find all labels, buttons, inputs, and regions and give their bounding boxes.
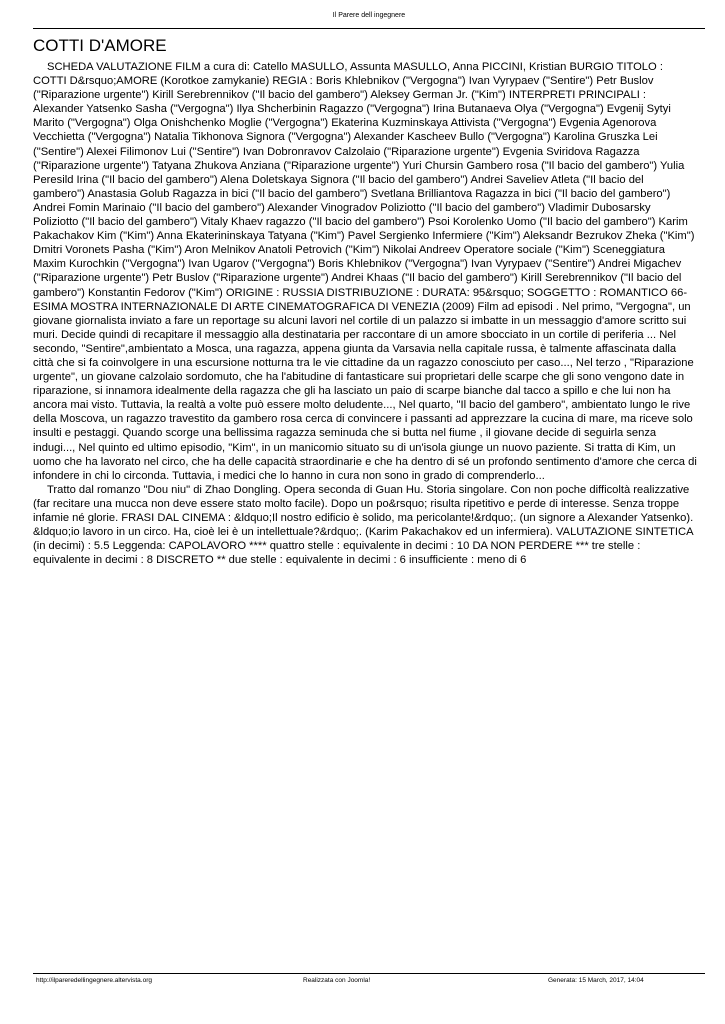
article-paragraph: Tratto dal romanzo "Dou niu" di Zhao Dongling. Opera seconda di Guan Hu. Storia singolare. Con non poche difficoltà realizzative (far recitare una mucca non deve essere stato molto facile). Dopo un po&rsquo; risulta ripetitivo e perde di interesse. Senza troppe infamie né glorie. FRASI DAL CINEMA : &ldquo;Il nostro edificio è solido, ma pericolante!&rdquo;. (un signore a Alexander Yatsenko). &ldquo;io lavoro in un circo. Ha, cioè lei è un intellettuale?&rdquo;. (Karim Pakachakov ed un infermiera). VALUTAZIONE SINTETICA (in decimi) : 5.5 Leggenda: CAPOLAVORO **** quattro stelle : equivalente in decimi : 10 DA NON PERDERE *** tre stelle : equivalente in decimi : 8 DISCRETO ** due stelle : equivalente in decimi : 6 insufficiente : meno di 6 xyxy=(33,483,694,567)
footer-divider xyxy=(33,973,705,974)
article-body xyxy=(33,60,697,567)
footer-generated: Generata: 15 March, 2017, 14:04 xyxy=(548,977,644,984)
site-header: Il Parere dell ingegnere xyxy=(332,12,406,19)
header-divider xyxy=(33,28,705,29)
footer-url[interactable]: http://ilpareredellingegnere.altervista.org xyxy=(36,977,152,984)
footer-powered-by: Realizzata con Joomla! xyxy=(303,977,371,984)
article-paragraph: SCHEDA VALUTAZIONE FILM a cura di: Catello MASULLO, Assunta MASULLO, Anna PICCINI, Kristian BURGIO TITOLO : COTTI D&rsquo;AMORE (Korotkoe zamykanie) REGIA : Boris Khlebnikov ("Vergogna") Ivan Vyrypaev ("Sentire") Petr Buslov ("Riparazione urgente") Kirill Serebrennikov ("Il bacio del gambero") Aleksey German Jr. ("Kim") INTERPRETI PRINCIPALI : Alexander Yatsenko Sasha ("Vergogna") Ilya Shcherbinin Ragazzo ("Vergogna") Irina Butanaeva Olya ("Vergogna") Evgenij Sytyi Marito ("Vergogna") Olga Onishchenko Moglie ("Vergogna") Ekaterina Kuzminskaya Attivista ("Vergogna") Evgenia Agenorova Vecchietta ("Vergogna") Natalia Tikhonova Signora ("Vergogna") Alexander Kascheev Bullo ("Vergogna") Karolina Gruszka Lei ("Sentire") Alexei Filimonov Lui ("Sentire") Ivan Dobronravov Calzolaio ("Riparazione urgente") Evgenia Sviridova Ragazza ("Riparazione urgente") Tatyana Zhukova Anziana ("Riparazione urgente") Yuri Chursin Gambero rosa ("Il bacio del gambero") Yulia Peresild Irina ("Il bacio del gambero") Alena Doletskaya Signora ("Il bacio del gambero") Andrei Saveliev Atleta ("Il bacio del gambero") Anastasia Golub Ragazza in bici ("Il bacio del gambero") Svetlana Brilliantova Ragazza in bici ("Il bacio del gambero") Andrei Fomin Marinaio ("Il bacio del gambero") Alexander Vinogradov Poliziotto ("Il bacio del gambero") Vladimir Dubosarsky Poliziotto ("Il bacio del gambero") Vitaly Khaev ragazzo ("Il bacio del gambero") Psoi Korolenko Uomo ("Il bacio del gambero") Karim Pakachakov Kim ("Kim") Anna Ekaterininskaya Tatyana ("Kim") Pavel Sergienko Infermiere ("Kim") Aleksandr Bezrukov Zheka ("Kim") Dmitri Voronets Pasha ("Kim") Aron Melnikov Anatoli Petrovich ("Kim") Nikolai Andreev Operatore sociale ("Kim") Sceneggiatura Maxim Kurochkin ("Vergogna") Ivan Ugarov ("Vergogna") Boris Khlebnikov ("Vergogna") Ivan Vyrypaev ("Sentire") Andrei Migachev ("Riparazione urgente") Petr Buslov ("Riparazione urgente") Andrei Khaas ("Il bacio del gambero") Kirill Serebrennikov ("Il bacio del gambero") Konstantin Fedorov ("Kim") ORIGINE : RUSSIA DISTRIBUZIONE : DURATA: 95&rsquo; SOGGETTO : ROMANTICO 66-ESIMA MOSTRA INTERNAZIONALE DI ARTE CINEMATOGRAFICA DI VENEZIA (2009) Film ad episodi . Nel primo, "Vergogna", un giovane giornalista inviato a fare un reportage su alcuni lavori nel cortile di un palazzo si imbatte in un messaggio d'amore scritto sui muri. Decide quindi di recapitare il messaggio alla destinataria per raccontare di un amore sbocciato in un cortile di periferia ... Nel secondo, "Sentire",ambientato a Mosca, una ragazza, appena giunta da Varsavia nella capitale russa, è talmente affascinata dalla città che si fa coinvolgere in una escursione notturna tra le vie cittadine da un ragazzo conosciuto per caso..., Nel terzo , "Riparazione urgente", un giovane calzolaio sordomuto, che ha l'abitudine di fantasticare sui proprietari delle scarpe che gli sono vengono date in riparazione, si innamora idealmente della ragazza che gli ha lasciato un paio di scarpe bianche dal tacco a spillo e che lui non ha ancora mai visto. Tuttavia, la realtà a volte può essere molto deludente..., Nel quarto, "Il bacio del gambero", ambientato lungo le rive della Moscova, un ragazzo travestito da gambero rosa cerca di convincere i passanti ad apprezzare la cucina di mare, ma riceve solo insulti e pestaggi. Quando scorge una bellissima ragazza seminuda che si butta nel fiume , il giovane decide di seguirla senza indugi..., Nel quinto ed ultimo episodio, "Kim", in un manicomio situato su di un'isola giunge un nuovo paziente. Si tratta di Kim, un uomo che ha lavorato nel circo, che ha delle capacità straordinarie e che ha dentro di sé un profondo sentimento d'amore che cerca di infondere in chi lo circonda. Tuttavia, i medici che lo hanno in cura non sono in grado di comprenderlo... xyxy=(33,61,697,482)
article-title: COTTI D'AMORE xyxy=(33,36,167,55)
